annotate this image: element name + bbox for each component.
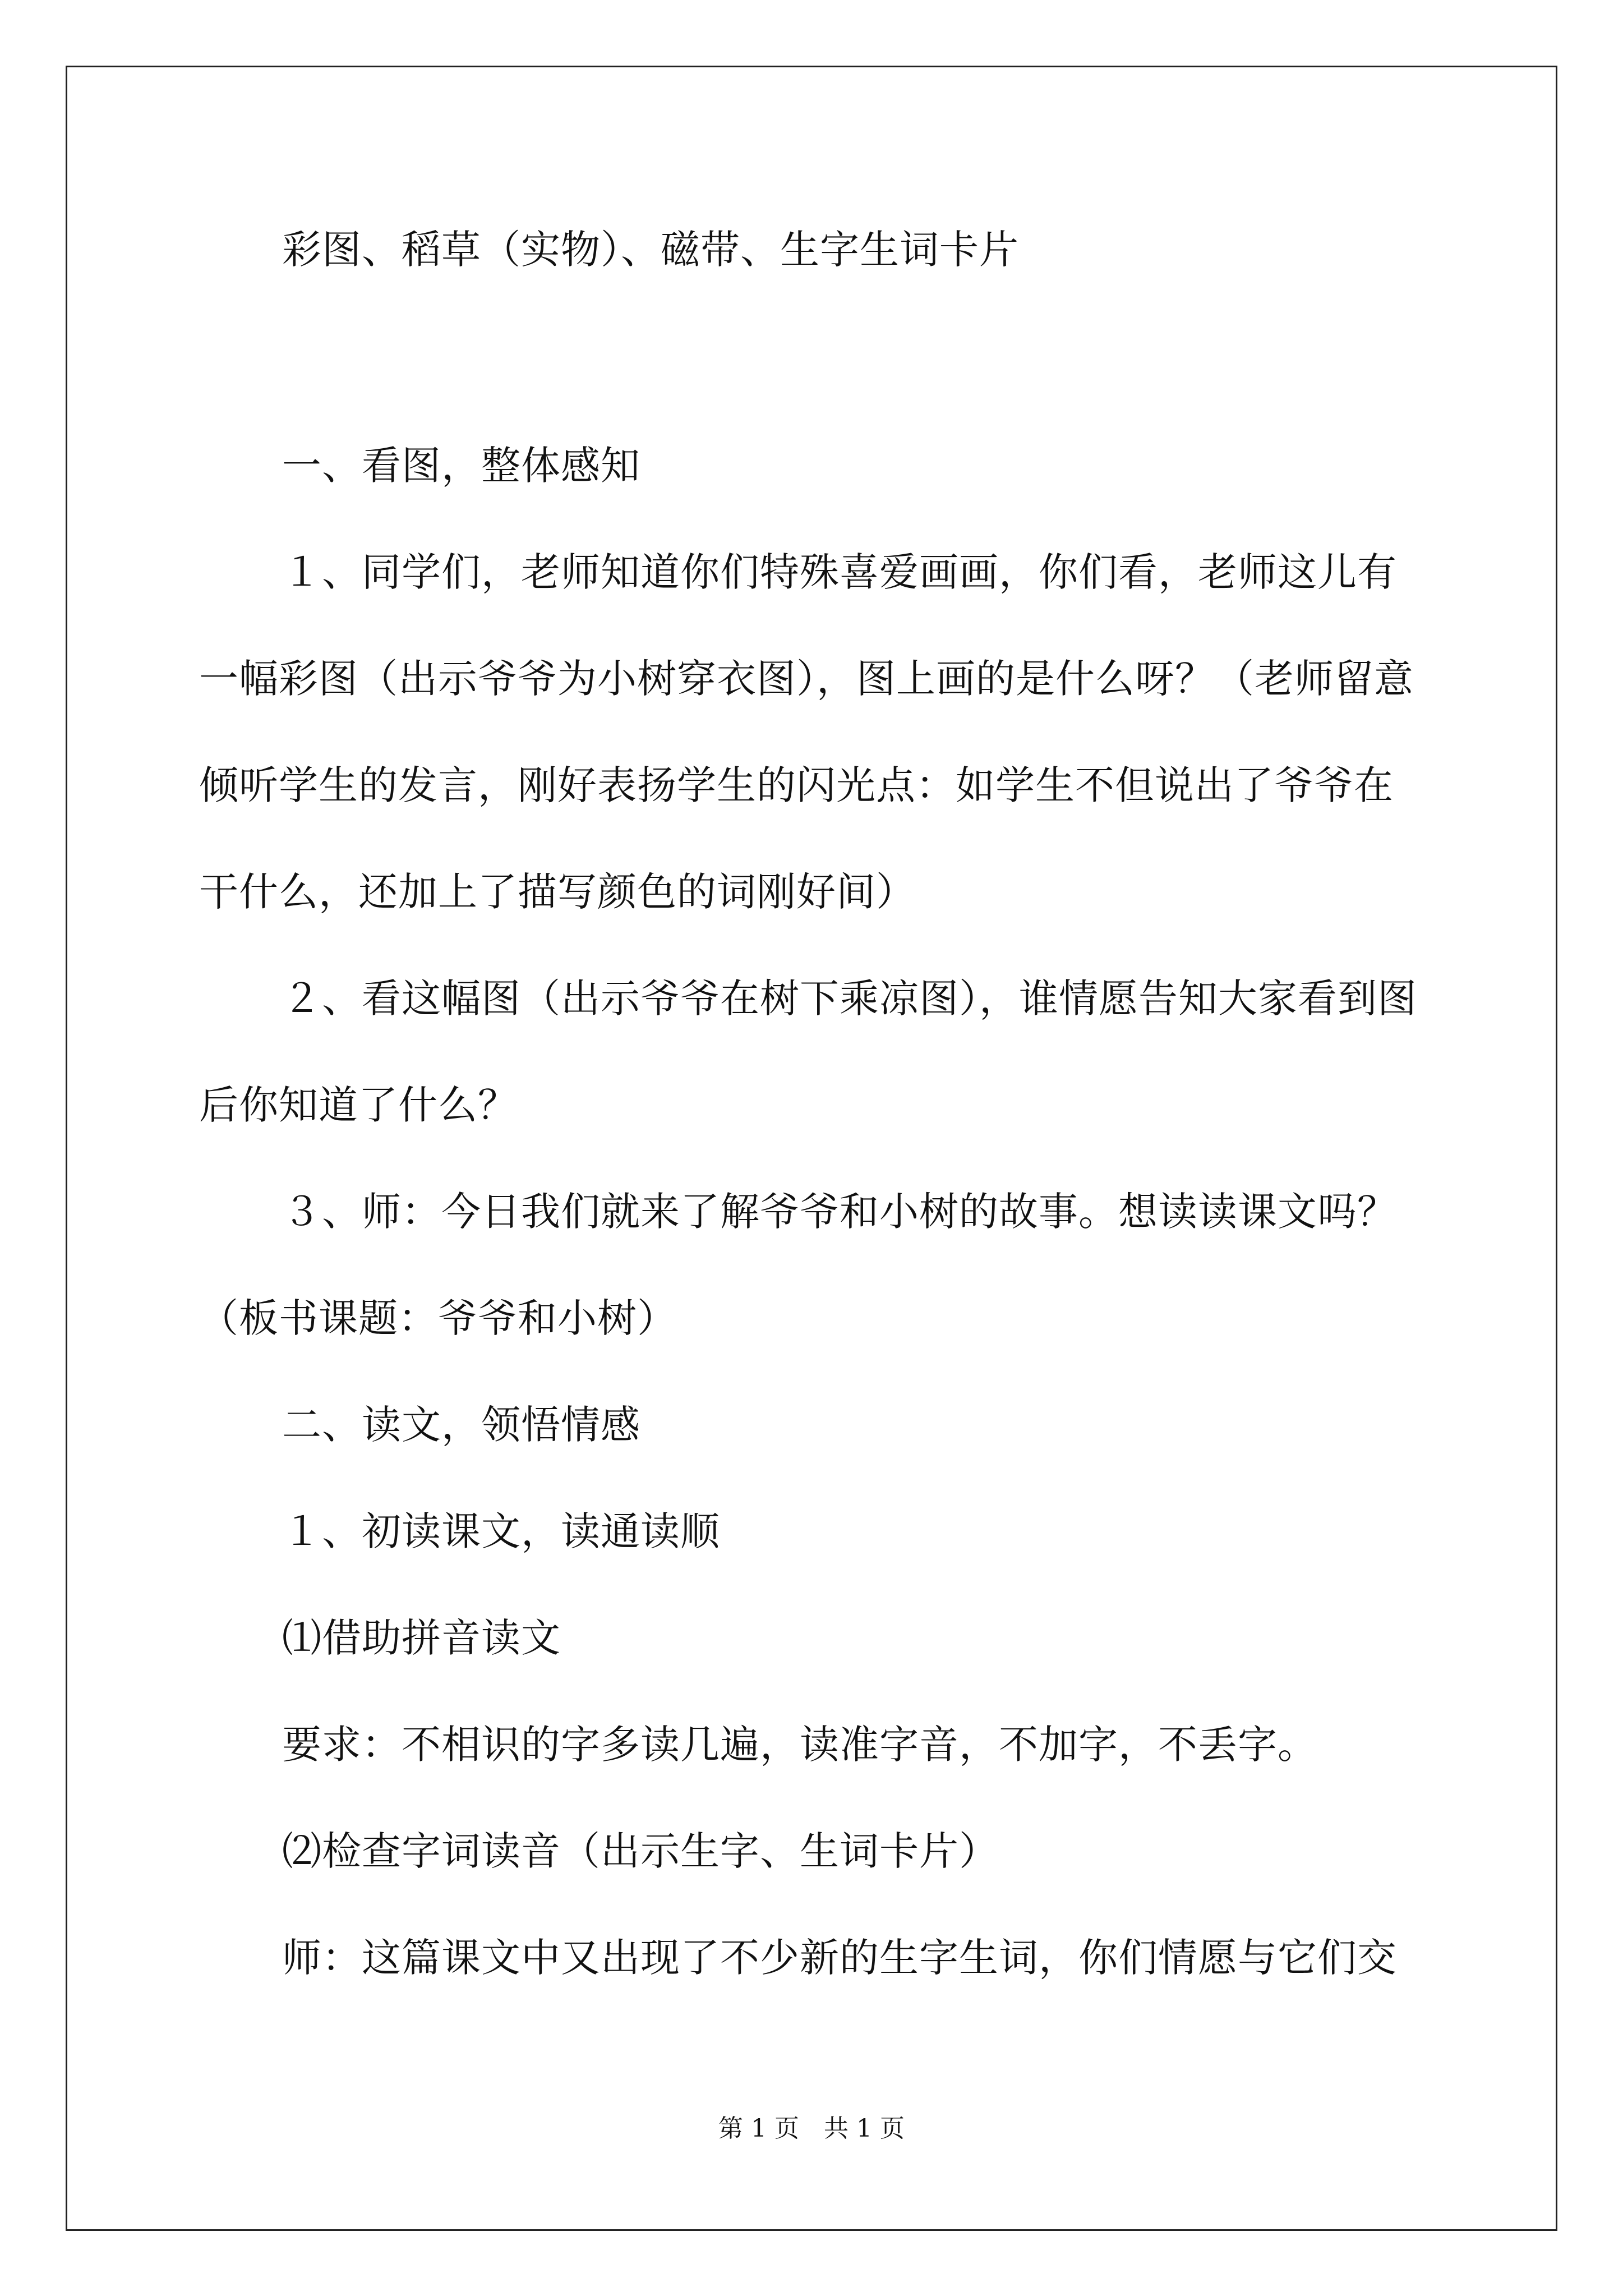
page-border [66, 66, 1557, 2231]
materials-line: 彩图、稻草（实物）、磁带、生字生词卡片 [282, 227, 1019, 273]
section-heading-1: 一、看图，整体感知 [282, 443, 640, 489]
sub-step-1: ⑴借助拼音读文 [282, 1615, 561, 1661]
paragraph-1-line-2: 一幅彩图（出示爷爷为小树穿衣图），图上画的是什么呀？（老师留意 [199, 656, 1414, 702]
requirement-line: 要求：不相识的字多读几遍，读准字音，不加字，不丢字。 [282, 1722, 1317, 1768]
paragraph-2-line-1: ２、看这幅图（出示爷爷在树下乘凉图），谁情愿告知大家看到图 [282, 976, 1417, 1022]
paragraph-1-line-3: 倾听学生的发言，刚好表扬学生的闪光点：如学生不但说出了爷爷在 [199, 762, 1394, 808]
paragraph-2-line-2: 后你知道了什么？ [199, 1082, 518, 1128]
paragraph-1-line-4: 干什么，还加上了描写颜色的词刚好间） [199, 869, 916, 915]
paragraph-3-line-2: （板书课题：爷爷和小树） [199, 1295, 677, 1341]
paragraph-3-line-1: ３、师：今日我们就来了解爷爷和小树的故事。想读读课文吗？ [282, 1189, 1397, 1235]
teacher-line: 师：这篇课文中又出现了不少新的生字生词，你们情愿与它们交 [282, 1935, 1397, 1981]
step-1-heading: １、初读课文，读通读顺 [282, 1508, 720, 1554]
page-number-footer: 第 1 页 共 1 页 [718, 2114, 905, 2143]
section-heading-2: 二、读文，领悟情感 [282, 1402, 640, 1448]
paragraph-1-line-1: １、同学们，老师知道你们特殊喜爱画画，你们看，老师这儿有 [282, 549, 1397, 595]
sub-step-2: ⑵检查字词读音（出示生字、生词卡片） [282, 1828, 999, 1874]
